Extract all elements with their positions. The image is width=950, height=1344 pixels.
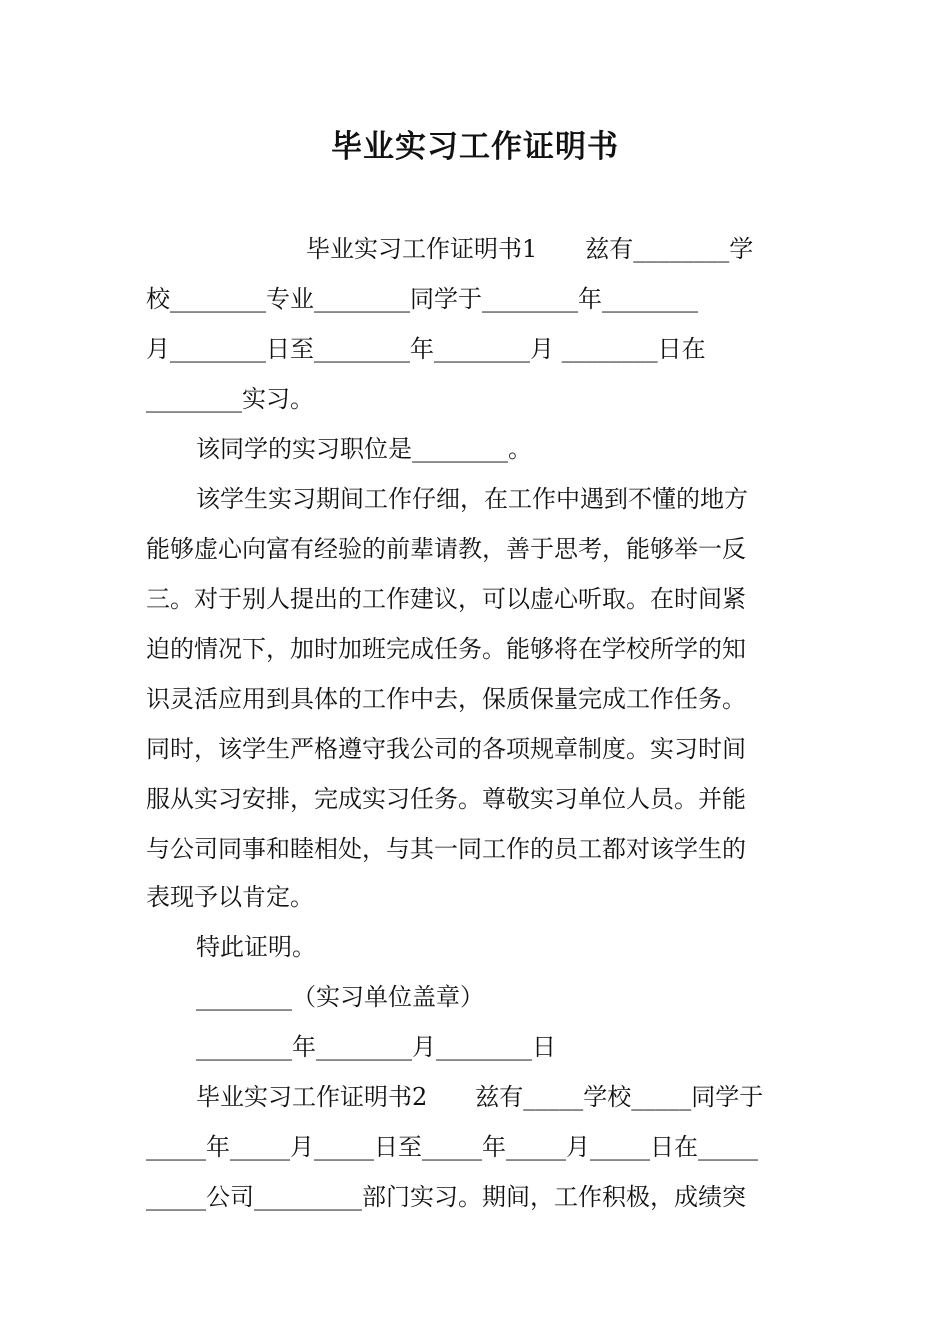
line-10: 识灵活应用到具体的工作中去，保质保量完成工作任务。	[146, 685, 746, 713]
line-1: 毕业实习工作证明书1 兹有________学	[306, 235, 754, 263]
line-6: 该学生实习期间工作仔细，在工作中遇到不懂的地方	[196, 485, 748, 513]
line-15: 特此证明。	[196, 933, 316, 961]
line-19: _____年_____月_____日至_____年_____月_____日在_____	[146, 1133, 758, 1161]
line-11: 同时，该学生严格遵守我公司的各项规章制度。实习时间	[146, 735, 746, 763]
line-7: 能够虚心向富有经验的前辈请教，善于思考，能够举一反	[146, 535, 746, 563]
line-13: 与公司同事和睦相处，与其一同工作的员工都对该学生的	[146, 835, 746, 863]
line-16: ________（实习单位盖章）	[196, 983, 484, 1011]
line-3: 月________日至________年________月 ________日在	[146, 335, 706, 363]
line-20: _____公司_________部门实习。期间，工作积极，成绩突	[146, 1183, 746, 1211]
line-5: 该同学的实习职位是________。	[196, 435, 532, 463]
line-17: ________年________月________日	[196, 1033, 556, 1061]
page-title: 毕业实习工作证明书	[331, 129, 619, 165]
line-14: 表现予以肯定。	[146, 883, 314, 911]
line-12: 服从实习安排，完成实习任务。尊敬实习单位人员。并能	[146, 785, 746, 813]
line-18: 毕业实习工作证明书2 兹有_____学校_____同学于	[196, 1083, 764, 1111]
line-9: 迫的情况下，加时加班完成任务。能够将在学校所学的知	[146, 635, 746, 663]
line-8: 三。对于别人提出的工作建议，可以虚心听取。在时间紧	[146, 585, 746, 613]
line-2: 校________专业________同学于________年________	[146, 285, 698, 313]
line-4: ________实习。	[146, 385, 314, 413]
